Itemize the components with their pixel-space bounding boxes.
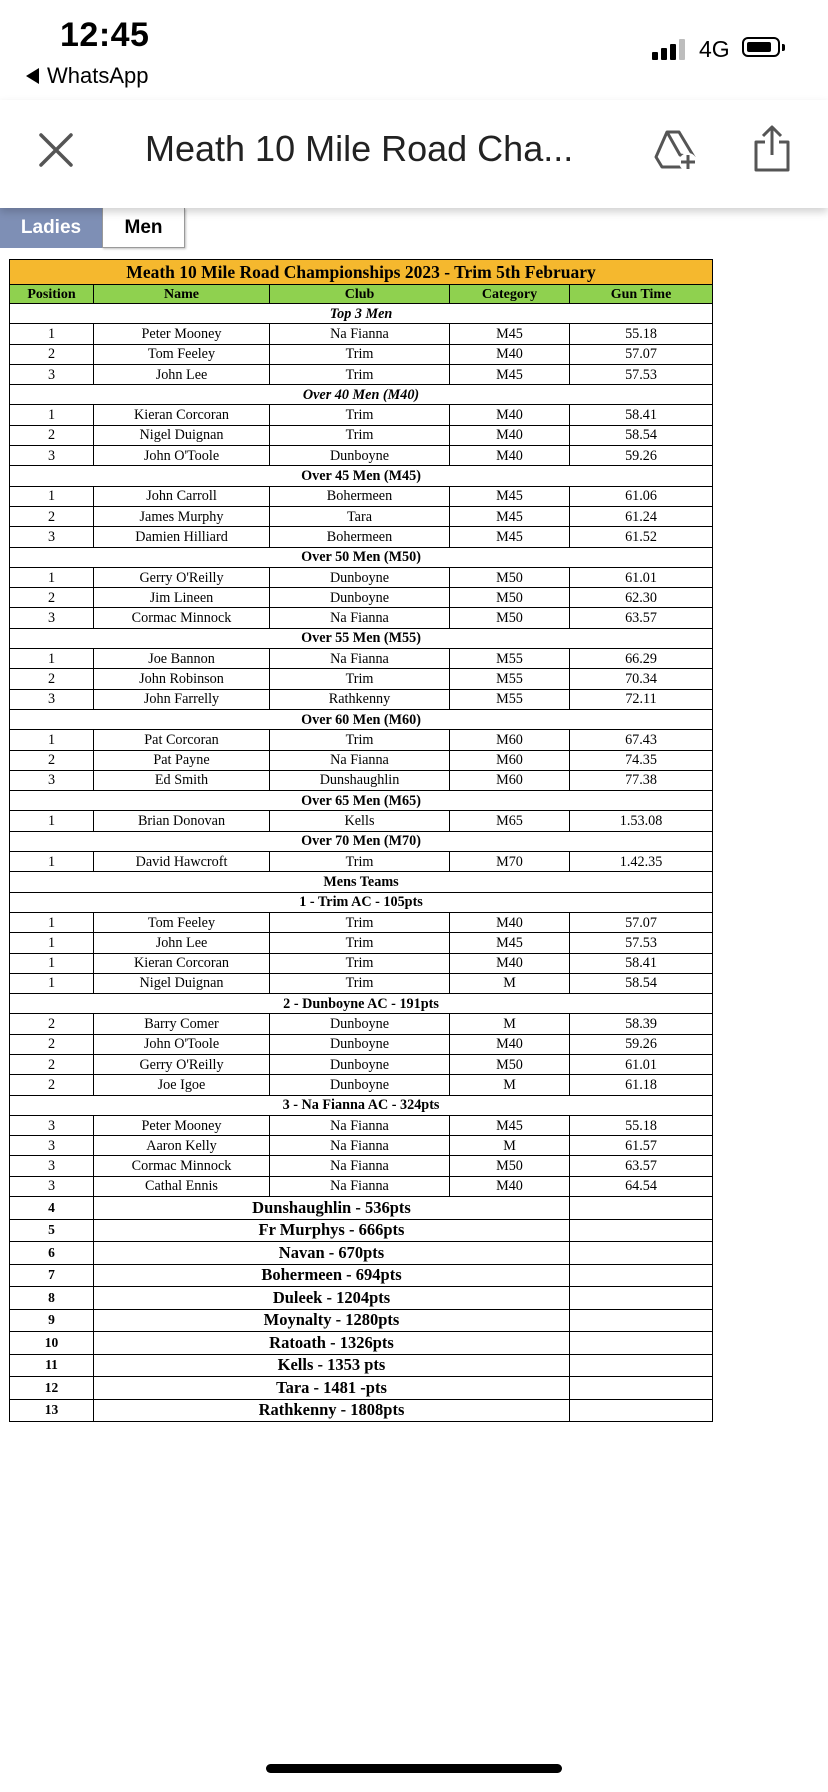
time-cell: 55.18: [570, 1115, 713, 1135]
category-cell: M70: [450, 852, 570, 872]
club-position: 8: [10, 1287, 94, 1310]
position-cell: 1: [10, 811, 94, 831]
club-cell: Dunboyne: [270, 1034, 450, 1054]
section-header: [10, 831, 713, 851]
time-cell: 58.54: [570, 425, 713, 445]
section-title: Over 55 Men (M55): [10, 628, 713, 648]
club-result-row: [10, 1219, 713, 1242]
time-cell: 58.41: [570, 953, 713, 973]
category-cell: M55: [450, 669, 570, 689]
team-header: [10, 1095, 713, 1115]
club-cell: Dunboyne: [270, 1014, 450, 1034]
name-cell: Barry Comer: [94, 1014, 270, 1034]
viewer-header: [0, 100, 828, 208]
position-cell: 2: [10, 425, 94, 445]
table-row: [10, 852, 713, 872]
table-row: [10, 1156, 713, 1176]
section-header: [10, 709, 713, 729]
position-cell: 3: [10, 527, 94, 547]
category-cell: M55: [450, 649, 570, 669]
column-header: Position: [10, 285, 94, 304]
position-cell: 2: [10, 344, 94, 364]
header-row: [10, 285, 713, 304]
table-row: [10, 324, 713, 344]
category-cell: M40: [450, 912, 570, 932]
position-cell: 1: [10, 730, 94, 750]
club-result-row: [10, 1264, 713, 1287]
club-result-row: [10, 1377, 713, 1400]
category-cell: M40: [450, 405, 570, 425]
table-row: [10, 588, 713, 608]
position-cell: 1: [10, 649, 94, 669]
signal-icon: [652, 38, 685, 60]
back-app-label: WhatsApp: [47, 63, 149, 88]
club-cell: Tara: [270, 506, 450, 526]
category-cell: M40: [450, 1034, 570, 1054]
category-cell: M50: [450, 1054, 570, 1074]
position-cell: 3: [10, 446, 94, 466]
name-cell: Joe Bannon: [94, 649, 270, 669]
position-cell: 1: [10, 973, 94, 993]
position-cell: 2: [10, 750, 94, 770]
club-result: Dunshaughlin - 536pts: [94, 1197, 570, 1220]
position-cell: 1: [10, 405, 94, 425]
name-cell: James Murphy: [94, 506, 270, 526]
table-row: [10, 770, 713, 790]
club-cell: Na Fianna: [270, 608, 450, 628]
table-row: [10, 730, 713, 750]
position-cell: 3: [10, 689, 94, 709]
name-cell: Nigel Duignan: [94, 973, 270, 993]
home-indicator[interactable]: [266, 1764, 562, 1773]
section-title: Over 60 Men (M60): [10, 709, 713, 729]
club-cell: Dunboyne: [270, 1054, 450, 1074]
name-cell: Pat Corcoran: [94, 730, 270, 750]
status-bar: [0, 0, 828, 100]
section-header: [10, 628, 713, 648]
club-cell: Na Fianna: [270, 324, 450, 344]
time-cell: 59.26: [570, 1034, 713, 1054]
section-title: Over 45 Men (M45): [10, 466, 713, 486]
club-position: 12: [10, 1377, 94, 1400]
table-row: [10, 527, 713, 547]
table-row: [10, 953, 713, 973]
club-cell: Trim: [270, 973, 450, 993]
club-position: 6: [10, 1242, 94, 1265]
position-cell: 3: [10, 1136, 94, 1156]
results-table: [9, 259, 713, 1422]
empty-cell: [570, 1287, 713, 1310]
time-cell: 61.24: [570, 506, 713, 526]
club-result: Tara - 1481 -pts: [94, 1377, 570, 1400]
category-cell: M40: [450, 344, 570, 364]
category-cell: M55: [450, 689, 570, 709]
name-cell: John Lee: [94, 364, 270, 384]
table-row: [10, 912, 713, 932]
club-result: Moynalty - 1280pts: [94, 1309, 570, 1332]
name-cell: John O'Toole: [94, 1034, 270, 1054]
position-cell: 3: [10, 364, 94, 384]
section-header: [10, 791, 713, 811]
time-cell: 61.01: [570, 567, 713, 587]
club-result-row: [10, 1242, 713, 1265]
name-cell: Jim Lineen: [94, 588, 270, 608]
section-header: [10, 547, 713, 567]
club-result-row: [10, 1197, 713, 1220]
club-result: Duleek - 1204pts: [94, 1287, 570, 1310]
back-to-app-link[interactable]: [26, 63, 149, 89]
teams-title: Mens Teams: [10, 872, 713, 892]
share-icon[interactable]: [752, 124, 792, 174]
club-cell: Bohermeen: [270, 486, 450, 506]
club-cell: Dunboyne: [270, 567, 450, 587]
time-cell: 57.53: [570, 364, 713, 384]
column-header: Gun Time: [570, 285, 713, 304]
category-cell: M45: [450, 324, 570, 344]
club-cell: Trim: [270, 933, 450, 953]
category-cell: M45: [450, 486, 570, 506]
table-row: [10, 933, 713, 953]
club-position: 11: [10, 1354, 94, 1377]
column-header: Name: [94, 285, 270, 304]
club-result-row: [10, 1399, 713, 1422]
club-cell: Na Fianna: [270, 1136, 450, 1156]
category-cell: M60: [450, 730, 570, 750]
club-cell: Dunboyne: [270, 446, 450, 466]
name-cell: Kieran Corcoran: [94, 953, 270, 973]
time-cell: 61.57: [570, 1136, 713, 1156]
club-cell: Dunboyne: [270, 588, 450, 608]
table-row: [10, 1014, 713, 1034]
time-cell: 57.53: [570, 933, 713, 953]
teams-header: [10, 872, 713, 892]
table-row: [10, 425, 713, 445]
empty-cell: [570, 1264, 713, 1287]
club-result-row: [10, 1287, 713, 1310]
name-cell: Damien Hilliard: [94, 527, 270, 547]
sheet-tabs: [0, 208, 185, 248]
name-cell: John Robinson: [94, 669, 270, 689]
table-row: [10, 405, 713, 425]
table-row: [10, 364, 713, 384]
close-icon[interactable]: [36, 130, 76, 170]
club-result: Rathkenny - 1808pts: [94, 1399, 570, 1422]
club-cell: Na Fianna: [270, 1115, 450, 1135]
column-header: Club: [270, 285, 450, 304]
position-cell: 1: [10, 324, 94, 344]
position-cell: 2: [10, 1075, 94, 1095]
table-row: [10, 506, 713, 526]
column-header: Category: [450, 285, 570, 304]
club-cell: Na Fianna: [270, 1156, 450, 1176]
club-cell: Trim: [270, 364, 450, 384]
team-header: [10, 892, 713, 912]
section-title: Over 65 Men (M65): [10, 791, 713, 811]
table-title: Meath 10 Mile Road Championships 2023 - Trim 5th February: [10, 260, 713, 285]
club-result: Navan - 670pts: [94, 1242, 570, 1265]
category-cell: M50: [450, 1156, 570, 1176]
club-cell: Dunshaughlin: [270, 770, 450, 790]
time-cell: 63.57: [570, 608, 713, 628]
category-cell: M40: [450, 953, 570, 973]
time-cell: 55.18: [570, 324, 713, 344]
name-cell: Cathal Ennis: [94, 1176, 270, 1196]
position-cell: 2: [10, 506, 94, 526]
position-cell: 1: [10, 953, 94, 973]
battery-icon: [742, 37, 780, 57]
name-cell: Joe Igoe: [94, 1075, 270, 1095]
club-position: 9: [10, 1309, 94, 1332]
time-cell: 67.43: [570, 730, 713, 750]
club-position: 10: [10, 1332, 94, 1355]
category-cell: M40: [450, 425, 570, 445]
category-cell: M50: [450, 567, 570, 587]
table-row: [10, 1136, 713, 1156]
club-result-row: [10, 1332, 713, 1355]
time-cell: 59.26: [570, 446, 713, 466]
back-arrow-icon: [26, 68, 39, 84]
time-cell: 61.01: [570, 1054, 713, 1074]
clock: 12:45: [60, 16, 150, 54]
time-cell: 58.39: [570, 1014, 713, 1034]
time-cell: 61.06: [570, 486, 713, 506]
name-cell: David Hawcroft: [94, 852, 270, 872]
category-cell: M: [450, 1075, 570, 1095]
category-cell: M40: [450, 1176, 570, 1196]
position-cell: 2: [10, 1034, 94, 1054]
category-cell: M: [450, 1014, 570, 1034]
team-title: 3 - Na Fianna AC - 324pts: [10, 1095, 713, 1115]
table-title-row: [10, 260, 713, 285]
time-cell: 74.35: [570, 750, 713, 770]
club-result: Kells - 1353 pts: [94, 1354, 570, 1377]
name-cell: Brian Donovan: [94, 811, 270, 831]
position-cell: 2: [10, 1014, 94, 1034]
position-cell: 3: [10, 770, 94, 790]
empty-cell: [570, 1242, 713, 1265]
club-cell: Dunboyne: [270, 1075, 450, 1095]
club-result-row: [10, 1309, 713, 1332]
empty-cell: [570, 1197, 713, 1220]
tab-men[interactable]: Men: [102, 208, 185, 248]
name-cell: John Farrelly: [94, 689, 270, 709]
category-cell: M45: [450, 506, 570, 526]
section-title: Over 70 Men (M70): [10, 831, 713, 851]
add-to-drive-icon[interactable]: [652, 126, 698, 172]
section-title: Over 50 Men (M50): [10, 547, 713, 567]
table-row: [10, 649, 713, 669]
empty-cell: [570, 1399, 713, 1422]
name-cell: Nigel Duignan: [94, 425, 270, 445]
club-result-row: [10, 1354, 713, 1377]
category-cell: M: [450, 1136, 570, 1156]
position-cell: 1: [10, 486, 94, 506]
name-cell: Pat Payne: [94, 750, 270, 770]
name-cell: Peter Mooney: [94, 1115, 270, 1135]
table-row: [10, 567, 713, 587]
name-cell: John Lee: [94, 933, 270, 953]
team-title: 2 - Dunboyne AC - 191pts: [10, 994, 713, 1014]
position-cell: 1: [10, 933, 94, 953]
category-cell: M50: [450, 588, 570, 608]
table-row: [10, 344, 713, 364]
section-title: Top 3 Men: [10, 304, 713, 324]
club-cell: Trim: [270, 425, 450, 445]
club-position: 4: [10, 1197, 94, 1220]
club-result: Fr Murphys - 666pts: [94, 1219, 570, 1242]
category-cell: M60: [450, 750, 570, 770]
time-cell: 57.07: [570, 912, 713, 932]
club-cell: Na Fianna: [270, 1176, 450, 1196]
category-cell: M65: [450, 811, 570, 831]
time-cell: 62.30: [570, 588, 713, 608]
category-cell: M60: [450, 770, 570, 790]
table-row: [10, 1075, 713, 1095]
team-title: 1 - Trim AC - 105pts: [10, 892, 713, 912]
position-cell: 3: [10, 608, 94, 628]
table-row: [10, 486, 713, 506]
time-cell: 57.07: [570, 344, 713, 364]
club-position: 5: [10, 1219, 94, 1242]
club-cell: Trim: [270, 405, 450, 425]
position-cell: 1: [10, 912, 94, 932]
section-header: [10, 304, 713, 324]
table-row: [10, 689, 713, 709]
name-cell: John O'Toole: [94, 446, 270, 466]
tab-ladies[interactable]: Ladies: [0, 208, 102, 248]
time-cell: 77.38: [570, 770, 713, 790]
time-cell: 61.18: [570, 1075, 713, 1095]
name-cell: Gerry O'Reilly: [94, 1054, 270, 1074]
name-cell: John Carroll: [94, 486, 270, 506]
name-cell: Peter Mooney: [94, 324, 270, 344]
name-cell: Kieran Corcoran: [94, 405, 270, 425]
name-cell: Ed Smith: [94, 770, 270, 790]
position-cell: 1: [10, 567, 94, 587]
empty-cell: [570, 1219, 713, 1242]
club-cell: Trim: [270, 912, 450, 932]
network-type: 4G: [699, 36, 730, 62]
team-header: [10, 994, 713, 1014]
table-row: [10, 973, 713, 993]
table-row: [10, 1115, 713, 1135]
time-cell: 66.29: [570, 649, 713, 669]
club-cell: Trim: [270, 852, 450, 872]
time-cell: 63.57: [570, 1156, 713, 1176]
empty-cell: [570, 1332, 713, 1355]
club-cell: Na Fianna: [270, 649, 450, 669]
club-cell: Bohermeen: [270, 527, 450, 547]
category-cell: M45: [450, 364, 570, 384]
club-cell: Trim: [270, 669, 450, 689]
club-result: Bohermeen - 694pts: [94, 1264, 570, 1287]
club-cell: Rathkenny: [270, 689, 450, 709]
category-cell: M: [450, 973, 570, 993]
table-row: [10, 1054, 713, 1074]
club-position: 13: [10, 1399, 94, 1422]
empty-cell: [570, 1354, 713, 1377]
name-cell: Tom Feeley: [94, 344, 270, 364]
club-result: Ratoath - 1326pts: [94, 1332, 570, 1355]
table-row: [10, 669, 713, 689]
club-cell: Kells: [270, 811, 450, 831]
table-row: [10, 1176, 713, 1196]
time-cell: 70.34: [570, 669, 713, 689]
position-cell: 2: [10, 669, 94, 689]
name-cell: Cormac Minnock: [94, 608, 270, 628]
table-row: [10, 750, 713, 770]
club-cell: Trim: [270, 730, 450, 750]
time-cell: 64.54: [570, 1176, 713, 1196]
position-cell: 3: [10, 1115, 94, 1135]
time-cell: 58.54: [570, 973, 713, 993]
category-cell: M45: [450, 527, 570, 547]
section-title: Over 40 Men (M40): [10, 385, 713, 405]
document-title: Meath 10 Mile Road Cha...: [145, 128, 574, 169]
position-cell: 2: [10, 1054, 94, 1074]
time-cell: 58.41: [570, 405, 713, 425]
club-cell: Trim: [270, 953, 450, 973]
time-cell: 1.53.08: [570, 811, 713, 831]
position-cell: 3: [10, 1156, 94, 1176]
section-header: [10, 385, 713, 405]
table-row: [10, 811, 713, 831]
name-cell: Aaron Kelly: [94, 1136, 270, 1156]
category-cell: M40: [450, 446, 570, 466]
category-cell: M50: [450, 608, 570, 628]
position-cell: 3: [10, 1176, 94, 1196]
table-row: [10, 608, 713, 628]
time-cell: 1.42.35: [570, 852, 713, 872]
table-row: [10, 446, 713, 466]
club-position: 7: [10, 1264, 94, 1287]
time-cell: 72.11: [570, 689, 713, 709]
empty-cell: [570, 1377, 713, 1400]
table-row: [10, 1034, 713, 1054]
category-cell: M45: [450, 933, 570, 953]
section-header: [10, 466, 713, 486]
club-cell: Trim: [270, 344, 450, 364]
position-cell: 1: [10, 852, 94, 872]
time-cell: 61.52: [570, 527, 713, 547]
name-cell: Cormac Minnock: [94, 1156, 270, 1176]
position-cell: 2: [10, 588, 94, 608]
empty-cell: [570, 1309, 713, 1332]
name-cell: Gerry O'Reilly: [94, 567, 270, 587]
name-cell: Tom Feeley: [94, 912, 270, 932]
category-cell: M45: [450, 1115, 570, 1135]
club-cell: Na Fianna: [270, 750, 450, 770]
